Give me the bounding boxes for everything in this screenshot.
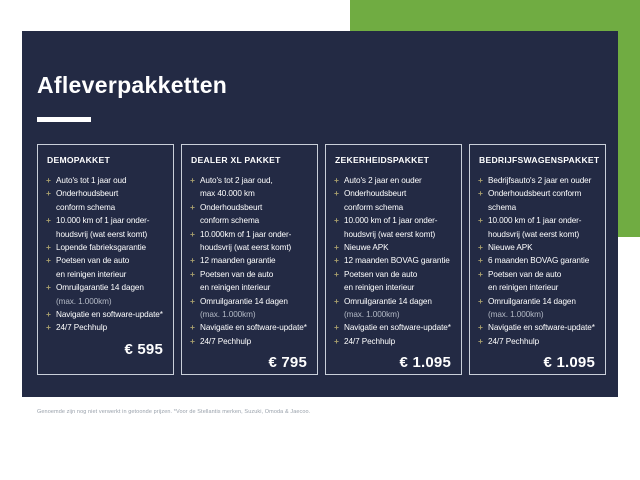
package-title: DEALER XL PAKKET [191, 155, 281, 165]
plus-bullet-icon: + [334, 215, 339, 226]
package-price: € 1.095 [543, 354, 595, 372]
package-title: ZEKERHEIDSPAKKET [335, 155, 430, 165]
feature-line: Navigatie en software-update* [56, 310, 163, 320]
feature-item [334, 187, 453, 214]
feature-line: Omruilgarantie 14 dagen [56, 283, 144, 293]
feature-item [190, 321, 309, 334]
feature-text [488, 214, 597, 241]
plus-bullet-icon: + [478, 215, 483, 226]
feature-line: 24/7 Pechhulp [488, 336, 540, 346]
feature-text [56, 241, 165, 254]
feature-item [334, 214, 453, 241]
feature-line: houdsvrij (wat eerst komt) [488, 229, 580, 239]
feature-text [344, 187, 453, 214]
feature-text [200, 174, 309, 201]
feature-line: Onderhoudsbeurt [200, 202, 263, 212]
feature-item [46, 241, 165, 254]
package-feature-list [46, 174, 165, 335]
feature-line: 12 maanden garantie [200, 256, 276, 266]
feature-line: Lopende fabrieksgarantie [56, 243, 147, 253]
feature-text [344, 214, 453, 241]
plus-bullet-icon: + [478, 295, 483, 306]
feature-line: 12 maanden BOVAG garantie [344, 256, 450, 266]
plus-bullet-icon: + [46, 282, 51, 293]
plus-bullet-icon: + [190, 255, 195, 266]
plus-bullet-icon: + [478, 335, 483, 346]
feature-line: en reinigen interieur [344, 283, 415, 293]
package-price: € 1.095 [399, 354, 451, 372]
package-title: BEDRIJFSWAGENSPAKKET [479, 155, 600, 165]
feature-text [488, 174, 597, 187]
feature-item [334, 321, 453, 334]
feature-line: conform schema [56, 202, 116, 212]
slide [22, 31, 618, 397]
plus-bullet-icon: + [190, 322, 195, 333]
plus-bullet-icon: + [46, 242, 51, 253]
feature-line: Navigatie en software-update* [200, 323, 307, 333]
feature-line: Navigatie en software-update* [344, 323, 451, 333]
package-feature-list [190, 174, 309, 348]
plus-bullet-icon: + [478, 188, 483, 199]
package-price: € 595 [124, 340, 163, 358]
plus-bullet-icon: + [334, 175, 339, 185]
feature-line: Bedrijfsauto's 2 jaar en ouder [488, 176, 592, 185]
feature-text [488, 268, 597, 295]
feature-line: Onderhoudsbeurt [344, 189, 407, 199]
feature-text [200, 228, 309, 255]
feature-item [190, 268, 309, 295]
feature-line: 10.000 km of 1 jaar onder- [488, 216, 582, 226]
feature-item [46, 174, 165, 187]
feature-line: 6 maanden BOVAG garantie [488, 256, 590, 266]
plus-bullet-icon: + [334, 242, 339, 253]
plus-bullet-icon: + [334, 188, 339, 199]
plus-bullet-icon: + [334, 268, 339, 279]
plus-bullet-icon: + [46, 175, 51, 185]
feature-item [478, 187, 597, 214]
feature-item [190, 254, 309, 267]
plus-bullet-icon: + [334, 255, 339, 266]
feature-line: (max. 1.000km) [488, 310, 544, 320]
feature-line: Omruilgarantie 14 dagen [488, 296, 576, 306]
feature-line: Navigatie en software-update* [488, 323, 595, 333]
feature-text [56, 254, 165, 281]
feature-line: Nieuwe APK [488, 243, 533, 253]
feature-line: 10.000 km of 1 jaar onder- [56, 216, 150, 226]
plus-bullet-icon: + [46, 309, 51, 320]
plus-bullet-icon: + [46, 188, 51, 199]
feature-line: Poetsen van de auto [56, 256, 130, 266]
feature-item [334, 295, 453, 322]
feature-text [56, 214, 165, 241]
feature-text [488, 335, 597, 348]
feature-item [190, 174, 309, 201]
plus-bullet-icon: + [478, 255, 483, 266]
feature-item [334, 268, 453, 295]
feature-text [200, 201, 309, 228]
feature-item [478, 241, 597, 254]
feature-item [334, 335, 453, 348]
feature-line: (max. 1.000km) [200, 310, 256, 320]
feature-line: houdsvrij (wat eerst komt) [200, 243, 292, 253]
feature-item [478, 321, 597, 334]
feature-line: Auto's tot 1 jaar oud [56, 176, 127, 185]
feature-text [344, 241, 453, 254]
feature-text [488, 187, 597, 214]
package-feature-list [478, 174, 597, 348]
feature-text [344, 254, 453, 267]
feature-item [478, 254, 597, 267]
feature-line: en reinigen interieur [56, 269, 127, 279]
feature-item [334, 241, 453, 254]
feature-line: Omruilgarantie 14 dagen [200, 296, 288, 306]
plus-bullet-icon: + [334, 335, 339, 346]
feature-item [478, 174, 597, 187]
plus-bullet-icon: + [334, 322, 339, 333]
feature-text [200, 268, 309, 295]
feature-line: Poetsen van de auto [344, 269, 418, 279]
plus-bullet-icon: + [46, 322, 51, 333]
feature-text [488, 241, 597, 254]
feature-line: conform schema [344, 202, 404, 212]
plus-bullet-icon: + [478, 242, 483, 253]
feature-item [478, 335, 597, 348]
feature-text [488, 295, 597, 322]
plus-bullet-icon: + [478, 175, 483, 185]
plus-bullet-icon: + [46, 255, 51, 266]
feature-line: Onderhoudsbeurt conform [488, 189, 582, 199]
feature-line: 10.000 km of 1 jaar onder- [344, 216, 438, 226]
feature-item [478, 214, 597, 241]
feature-text [200, 254, 309, 267]
package-feature-list [334, 174, 453, 348]
title-underline [37, 117, 91, 122]
feature-item [190, 295, 309, 322]
package-card [181, 144, 318, 375]
feature-text [56, 187, 165, 214]
feature-text [488, 254, 597, 267]
package-card [325, 144, 462, 375]
plus-bullet-icon: + [190, 268, 195, 279]
feature-line: 10.000km of 1 jaar onder- [200, 229, 292, 239]
feature-text [200, 335, 309, 348]
feature-text [344, 268, 453, 295]
feature-line: Omruilgarantie 14 dagen [344, 296, 432, 306]
package-card [37, 144, 174, 375]
feature-line: 24/7 Pechhulp [344, 336, 396, 346]
feature-line: (max. 1.000km) [56, 296, 112, 306]
feature-line: Onderhoudsbeurt [56, 189, 119, 199]
feature-line: houdsvrij (wat eerst komt) [344, 229, 436, 239]
feature-item [46, 187, 165, 214]
plus-bullet-icon: + [190, 175, 195, 185]
feature-text [56, 174, 165, 187]
feature-item [190, 228, 309, 255]
feature-line: Nieuwe APK [344, 243, 389, 253]
feature-item [46, 281, 165, 308]
feature-line: conform schema [200, 216, 260, 226]
feature-item [478, 268, 597, 295]
feature-text [344, 335, 453, 348]
feature-text [200, 321, 309, 334]
feature-text [200, 295, 309, 322]
feature-text [344, 174, 453, 187]
feature-line: 24/7 Pechhulp [200, 336, 252, 346]
feature-item [190, 335, 309, 348]
feature-item [190, 201, 309, 228]
plus-bullet-icon: + [190, 335, 195, 346]
feature-item [46, 254, 165, 281]
feature-line: (max. 1.000km) [344, 310, 400, 320]
package-cards [22, 144, 618, 375]
feature-line: 24/7 Pechhulp [56, 323, 108, 333]
page-title: Afleverpakketten [37, 72, 228, 98]
feature-text [56, 308, 165, 321]
plus-bullet-icon: + [46, 215, 51, 226]
footnote: Genoemde zijn nog niet verwerkt in getoonde prijzen. *Voor de Stellantis merken, Suzuki, Omoda & Jaecoo. [37, 409, 311, 415]
feature-line: en reinigen interieur [200, 283, 271, 293]
feature-item [478, 295, 597, 322]
plus-bullet-icon: + [190, 228, 195, 239]
package-title: DEMOPAKKET [47, 155, 110, 165]
feature-text [488, 321, 597, 334]
feature-text [56, 321, 165, 334]
package-price: € 795 [268, 354, 307, 372]
feature-line: schema [488, 202, 517, 212]
feature-line: Poetsen van de auto [200, 269, 274, 279]
plus-bullet-icon: + [190, 295, 195, 306]
feature-text [56, 281, 165, 308]
feature-item [46, 321, 165, 334]
feature-item [46, 214, 165, 241]
plus-bullet-icon: + [334, 295, 339, 306]
feature-line: Auto's tot 2 jaar oud, [200, 176, 273, 185]
plus-bullet-icon: + [478, 322, 483, 333]
feature-text [344, 295, 453, 322]
feature-line: houdsvrij (wat eerst komt) [56, 229, 148, 239]
feature-item [334, 174, 453, 187]
feature-item [46, 308, 165, 321]
plus-bullet-icon: + [190, 201, 195, 212]
feature-line: Poetsen van de auto [488, 269, 562, 279]
feature-line: Auto's 2 jaar en ouder [344, 176, 422, 185]
package-card [469, 144, 606, 375]
feature-text [344, 321, 453, 334]
feature-line: max 40.000 km [200, 189, 255, 199]
plus-bullet-icon: + [478, 268, 483, 279]
feature-item [334, 254, 453, 267]
feature-line: en reinigen interieur [488, 283, 559, 293]
